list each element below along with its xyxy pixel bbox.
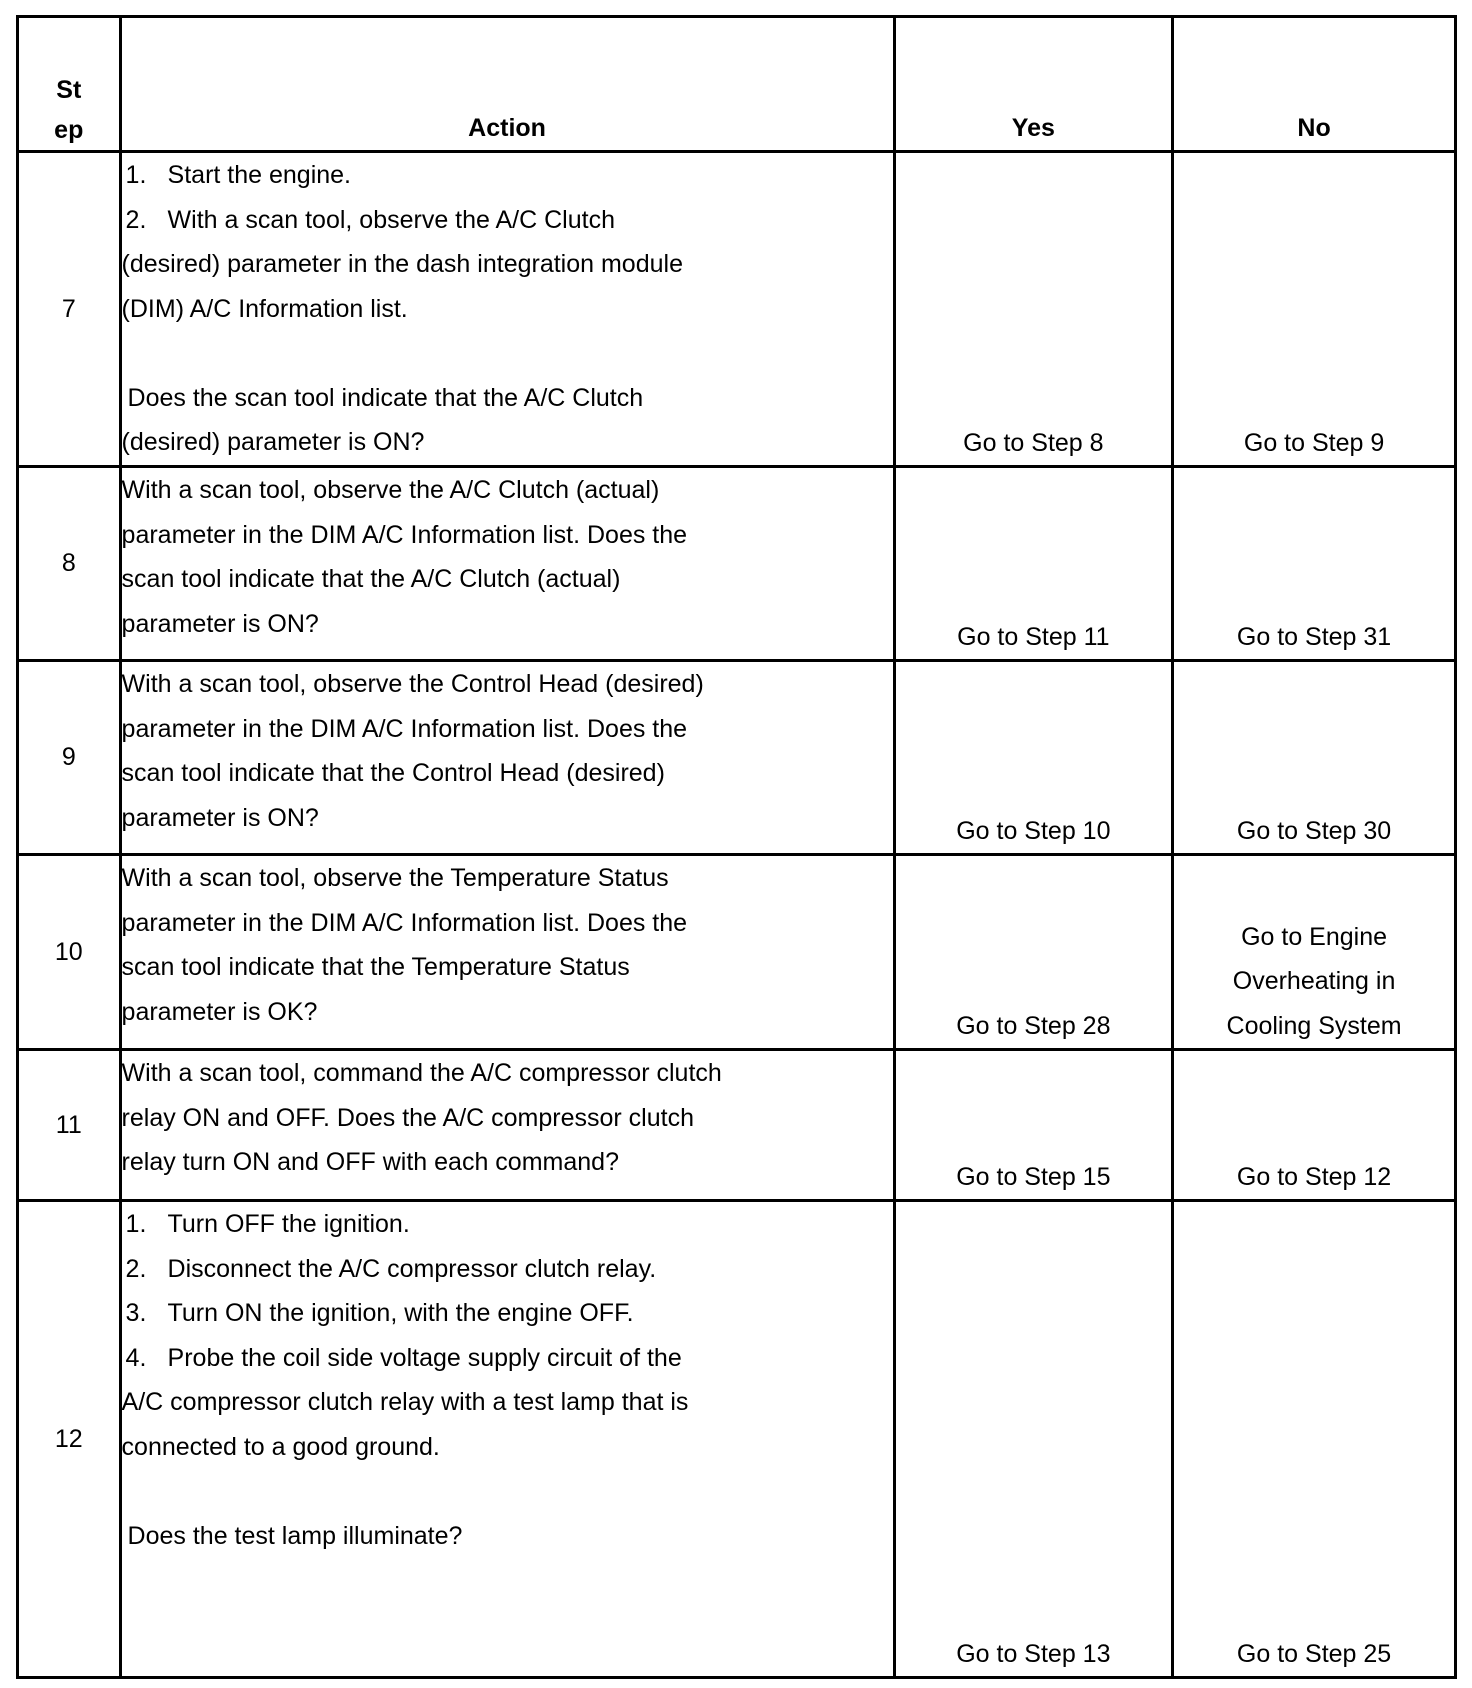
no-result: Go to Step 30 (1173, 661, 1456, 855)
table-row (18, 855, 1456, 1050)
step-header (18, 17, 121, 152)
header-row (18, 17, 1456, 152)
action-line: With a scan tool, command the A/C compressor clutch (121, 1059, 722, 1087)
action-item: 1. Start the engine. (125, 161, 352, 189)
action-line: scan tool indicate that the A/C Clutch (actual) (121, 565, 621, 593)
action-question: Does the test lamp illuminate? (127, 1521, 463, 1550)
action-line: With a scan tool, observe the Temperature Status (121, 864, 669, 892)
action-line: relay ON and OFF. Does the A/C compressor clutch (121, 1103, 694, 1132)
action-question: (desired) parameter is ON? (121, 428, 425, 456)
no-result: Go to Step 25 (1173, 1201, 1456, 1678)
table-row (18, 661, 1456, 855)
step-number: 7 (18, 152, 121, 467)
action-line: parameter is ON? (121, 609, 319, 638)
step-number: 9 (18, 661, 121, 855)
action-line: parameter in the DIM A/C Information list. Does the (121, 908, 688, 937)
action-cell (120, 1201, 894, 1678)
yes-header: Yes (894, 17, 1173, 152)
step-number: 11 (18, 1050, 121, 1201)
yes-result: Go to Step 10 (894, 661, 1173, 855)
action-cell (120, 855, 894, 1050)
table-row (18, 1050, 1456, 1201)
action-line: (desired) parameter in the dash integration module (121, 250, 683, 278)
diagnostic-table (16, 15, 1457, 1679)
no-result: Go to Step 12 (1173, 1050, 1456, 1201)
no-header: No (1173, 17, 1456, 152)
step-number: 10 (18, 855, 121, 1050)
no-result-line: Cooling System (1226, 1011, 1402, 1040)
action-item: 1. Turn OFF the ignition. (125, 1210, 410, 1238)
yes-result: Go to Step 11 (894, 467, 1173, 661)
action-line: scan tool indicate that the Control Head (desired) (121, 759, 665, 787)
action-cell (120, 661, 894, 855)
action-line: With a scan tool, observe the A/C Clutch (actual) (121, 476, 660, 504)
action-line: parameter in the DIM A/C Information list. Does the (121, 714, 688, 743)
action-line: parameter is ON? (121, 803, 319, 832)
action-cell (120, 1050, 894, 1201)
yes-result: Go to Step 13 (894, 1201, 1173, 1678)
action-item: 2. Disconnect the A/C compressor clutch relay. (125, 1254, 657, 1283)
step-header-line2: ep (54, 116, 84, 144)
action-cell (120, 152, 894, 467)
step-header-line1: St (56, 76, 82, 104)
action-item: 3. Turn ON the ignition, with the engine OFF. (125, 1299, 634, 1327)
action-line: relay turn ON and OFF with each command? (121, 1148, 619, 1176)
action-question: Does the scan tool indicate that the A/C Clutch (127, 383, 644, 412)
no-result-line: Go to Engine (1241, 922, 1388, 951)
action-line: parameter in the DIM A/C Information list. Does the (121, 520, 688, 549)
table-row (18, 1201, 1456, 1678)
step-number: 12 (18, 1201, 121, 1678)
action-line: connected to a good ground. (121, 1432, 440, 1461)
action-cell (120, 467, 894, 661)
action-header: Action (120, 17, 894, 152)
action-item: 2. With a scan tool, observe the A/C Clutch (125, 205, 615, 234)
table-row (18, 152, 1456, 467)
no-result: Go to Step 31 (1173, 467, 1456, 661)
no-result: Go to Step 9 (1173, 152, 1456, 467)
action-line: (DIM) A/C Information list. (121, 294, 408, 323)
action-line: With a scan tool, observe the Control Head (desired) (121, 670, 704, 698)
yes-result: Go to Step 15 (894, 1050, 1173, 1201)
action-line: A/C compressor clutch relay with a test lamp that is (121, 1388, 689, 1416)
action-line: parameter is OK? (121, 997, 318, 1026)
no-result-line: Overheating in (1232, 967, 1396, 995)
step-number: 8 (18, 467, 121, 661)
action-line: scan tool indicate that the Temperature Status (121, 953, 630, 981)
yes-result: Go to Step 8 (894, 152, 1173, 467)
no-result (1173, 855, 1456, 1050)
table-row (18, 467, 1456, 661)
action-item: 4. Probe the coil side voltage supply circuit of the (125, 1343, 682, 1372)
yes-result: Go to Step 28 (894, 855, 1173, 1050)
